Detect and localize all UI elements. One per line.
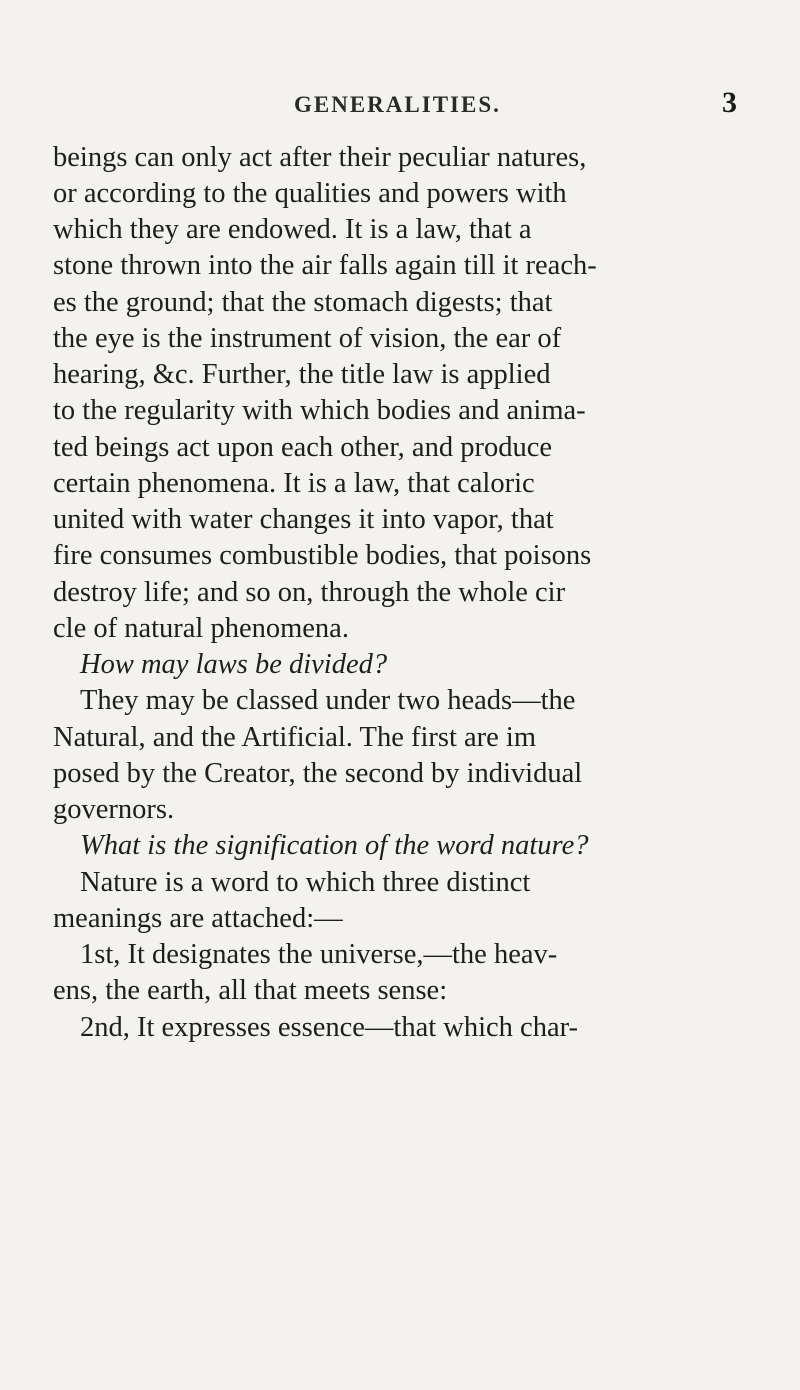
text-line: the eye is the instrument of vision, the ear of: [53, 323, 562, 354]
text-line: meanings are attached:—: [53, 903, 343, 934]
page-number: 3: [722, 86, 737, 119]
text-line: ens, the earth, all that meets sense:: [53, 975, 448, 1006]
question-heading: What is the signification of the word nature?: [80, 830, 589, 861]
text-line: united with water changes it into vapor, that: [53, 504, 554, 535]
running-head: [0, 86, 800, 132]
text-line: certain phenomena. It is a law, that caloric: [53, 468, 535, 499]
question-heading: How may laws be divided?: [80, 649, 388, 680]
running-title: GENERALITIES.: [294, 92, 501, 117]
text-line: fire consumes combustible bodies, that poisons: [53, 540, 592, 571]
text-line: 2nd, It expresses essence—that which char-: [80, 1012, 578, 1043]
text-line: posed by the Creator, the second by individual: [53, 758, 583, 789]
text-line: 1st, It designates the universe,—the heav-: [80, 939, 558, 970]
text-line: es the ground; that the stomach digests; that: [53, 287, 553, 318]
text-line: Nature is a word to which three distinct: [80, 867, 531, 898]
text-line: governors.: [53, 794, 175, 825]
text-line: destroy life; and so on, through the whole cir: [53, 577, 566, 608]
text-line: cle of natural phenomena.: [53, 613, 349, 644]
text-line: to the regularity with which bodies and anima-: [53, 395, 586, 426]
text-line: ted beings act upon each other, and produce: [53, 432, 553, 463]
text-line: or according to the qualities and powers with: [53, 178, 567, 209]
text-line: stone thrown into the air falls again till it reach-: [53, 250, 597, 281]
text-line: hearing, &c. Further, the title law is applied: [53, 359, 551, 390]
text-line: beings can only act after their peculiar natures,: [53, 142, 587, 173]
text-line: which they are endowed. It is a law, that a: [53, 214, 532, 245]
text-line: They may be classed under two heads—the: [80, 685, 576, 716]
text-line: Natural, and the Artificial. The first are im: [53, 722, 537, 753]
